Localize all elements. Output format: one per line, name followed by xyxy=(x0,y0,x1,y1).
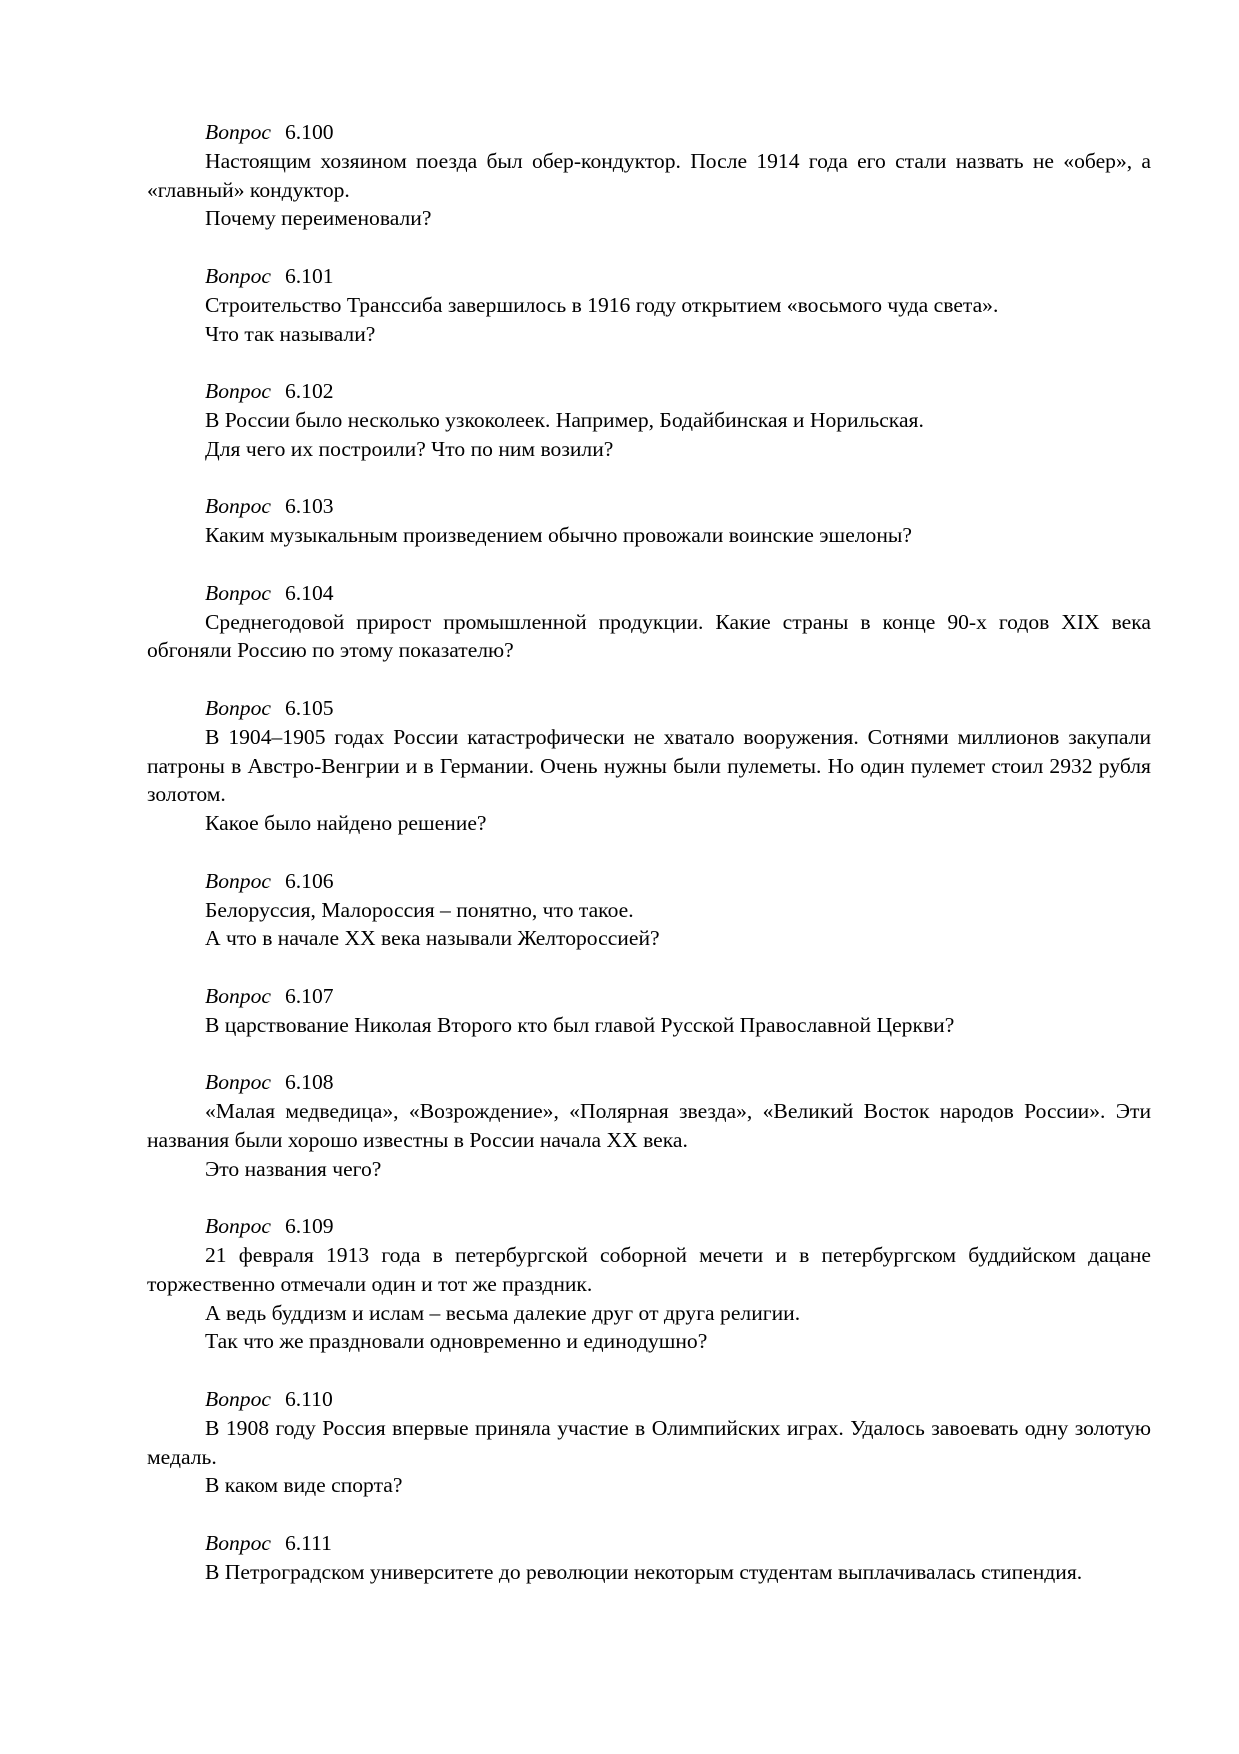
question-heading xyxy=(147,1385,1151,1414)
question-block xyxy=(147,492,1151,550)
question-paragraph: Так что же праздновали одновременно и единодушно? xyxy=(205,1329,708,1354)
question-heading xyxy=(147,1212,1151,1241)
question-block xyxy=(147,694,1151,838)
question-paragraph: Какое было найдено решение? xyxy=(205,811,487,836)
question-paragraph: Строительство Транссиба завершилось в 1916 году открытием «восьмого чуда света». xyxy=(205,292,999,317)
question-heading xyxy=(147,118,1151,147)
question-label: Вопрос xyxy=(205,1531,271,1556)
question-block xyxy=(147,262,1151,348)
question-heading xyxy=(147,377,1151,406)
question-label: Вопрос xyxy=(205,120,271,144)
question-label: Вопрос xyxy=(205,695,271,720)
question-block xyxy=(147,867,1151,953)
question-paragraph: В Петроградском университете до революции некоторым студентам выплачивалась стипендия. xyxy=(205,1559,1083,1584)
question-paragraph: Для чего их построили? Что по ним возили? xyxy=(205,436,614,461)
question-number: 6.103 xyxy=(284,494,334,519)
question-paragraph: В 1904–1905 годах России катастрофически не хватало вооружения. Сотнями миллионов закупали патроны в Австро-Венгрии и в Германии. Очень нужны были пулеметы. Но один пулемет стоил 2932 рубля золотом. xyxy=(147,724,1151,807)
question-heading xyxy=(147,982,1151,1011)
question-paragraph: Почему переименовали? xyxy=(205,206,432,231)
document-page xyxy=(147,118,1151,1615)
question-paragraph: Это названия чего? xyxy=(205,1156,382,1181)
question-number: 6.101 xyxy=(284,263,334,288)
question-heading xyxy=(147,694,1151,723)
question-number: 6.111 xyxy=(284,1531,332,1556)
question-heading xyxy=(147,1529,1151,1558)
question-number: 6.102 xyxy=(284,379,334,404)
question-number: 6.108 xyxy=(284,1070,334,1095)
question-paragraph: 21 февраля 1913 года в петербургской соборной мечети и в петербургском буддийском дацане торжественно отмечали один и тот же праздник. xyxy=(147,1243,1151,1296)
question-number: 6.104 xyxy=(284,580,334,605)
question-label: Вопрос xyxy=(205,580,271,605)
question-label: Вопрос xyxy=(205,379,271,404)
question-paragraph: В царствование Николая Второго кто был главой Русской Православной Церкви? xyxy=(205,1012,955,1037)
question-label: Вопрос xyxy=(205,1387,271,1412)
question-paragraph: А что в начале XX века называли Желтороссией? xyxy=(205,926,660,951)
question-block xyxy=(147,579,1151,665)
question-number: 6.105 xyxy=(284,695,334,720)
question-number: 6.107 xyxy=(284,983,334,1008)
question-paragraph: А ведь буддизм и ислам – весьма далекие друг от друга религии. xyxy=(205,1300,801,1325)
question-number: 6.106 xyxy=(284,868,334,893)
question-label: Вопрос xyxy=(205,868,271,893)
question-label: Вопрос xyxy=(205,263,271,288)
question-heading xyxy=(147,1068,1151,1097)
question-number: 6.100 xyxy=(284,120,334,144)
question-block xyxy=(147,1068,1151,1183)
question-number: 6.109 xyxy=(284,1214,334,1239)
question-block xyxy=(147,118,1151,233)
question-paragraph: В 1908 году Россия впервые приняла участие в Олимпийских играх. Удалось завоевать одну золотую медаль. xyxy=(147,1415,1151,1469)
question-paragraph: Настоящим хозяином поезда был обер-кондуктор. После 1914 года его стали назвать не «обер», а «главный» кондуктор. xyxy=(147,148,1151,202)
question-paragraph: Каким музыкальным произведением обычно провожали воинские эшелоны? xyxy=(205,523,912,548)
question-heading xyxy=(147,867,1151,896)
question-heading xyxy=(147,492,1151,521)
question-paragraph: В каком виде спорта? xyxy=(205,1473,403,1498)
question-label: Вопрос xyxy=(205,983,271,1008)
question-heading xyxy=(147,579,1151,608)
question-label: Вопрос xyxy=(205,1214,271,1239)
question-heading xyxy=(147,262,1151,291)
question-block xyxy=(147,1385,1151,1500)
question-block xyxy=(147,1212,1151,1356)
question-label: Вопрос xyxy=(205,1070,271,1095)
question-block xyxy=(147,982,1151,1040)
question-paragraph: «Малая медведица», «Возрождение», «Полярная звезда», «Великий Восток народов России». Эти названия были хорошо известны в России начала XX века. xyxy=(147,1099,1151,1152)
question-block xyxy=(147,1529,1151,1587)
question-block xyxy=(147,377,1151,463)
question-number: 6.110 xyxy=(284,1387,333,1412)
question-paragraph: Среднегодовой прирост промышленной продукции. Какие страны в конце 90-х годов XIX века обгоняли Россию по этому показателю? xyxy=(147,609,1151,663)
question-paragraph: Белоруссия, Малороссия – понятно, что такое. xyxy=(205,897,634,922)
question-paragraph: В России было несколько узкоколеек. Например, Бодайбинская и Норильская. xyxy=(205,407,924,432)
question-paragraph: Что так называли? xyxy=(205,321,376,346)
question-label: Вопрос xyxy=(205,494,271,519)
